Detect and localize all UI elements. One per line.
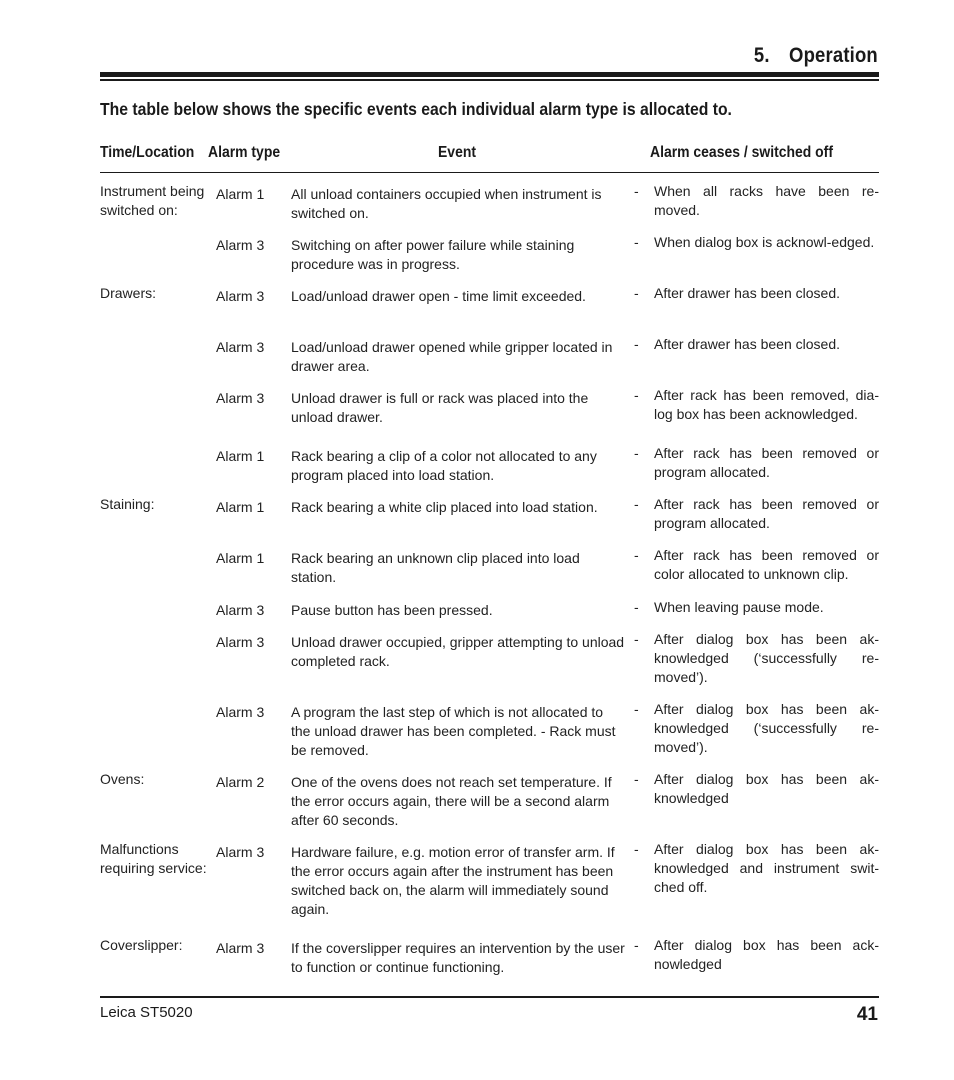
row-dash: - [634,234,639,250]
row-dash: - [634,336,639,352]
row-ceases: After dialog box has been ak-knowledged (‘successfully re-moved’). [654,701,879,755]
row-dash: - [634,496,639,512]
row-alarm-type: Alarm 1 [216,186,265,202]
row-alarm-type: Alarm 3 [216,634,265,650]
row-event: Unload drawer occupied, gripper attempting to unload completed rack. [291,634,625,669]
column-header-event: Event [438,144,476,161]
row-location: Ovens: [100,771,145,787]
column-header-ceases: Alarm ceases / switched off [650,144,833,161]
row-ceases: After dialog box has been ak-knowledged and instrument swit-ched off. [654,841,879,895]
row-event: Switching on after power failure while staining procedure was in progress. [291,237,575,272]
row-ceases: After rack has been removed or program allocated. [654,496,879,531]
row-event: All unload containers occupied when instrument is switched on. [291,186,602,221]
row-event: If the coverslipper requires an intervention by the user to function or continue functioning. [291,940,625,975]
row-alarm-type: Alarm 3 [216,602,265,618]
row-location: Drawers: [100,285,157,301]
row-event: One of the ovens does not reach set temperature. If the error occurs again, there will be a second alarm after 60 seconds. [291,774,612,828]
row-event: Rack bearing a white clip placed into load station. [291,499,598,515]
row-location: Coverslipper: [100,937,183,953]
row-alarm-type: Alarm 1 [216,550,265,566]
row-event: Unload drawer is full or rack was placed into the unload drawer. [291,390,589,425]
row-alarm-type: Alarm 3 [216,288,265,304]
section-number: 5. [754,44,770,67]
footer-product: Leica ST5020 [100,1004,193,1021]
row-dash: - [634,445,639,461]
row-alarm-type: Alarm 3 [216,844,265,860]
row-dash: - [634,387,639,403]
row-event: Rack bearing a clip of a color not allocated to any program placed into load station. [291,448,597,483]
section-title [754,44,878,68]
row-alarm-type: Alarm 3 [216,704,265,720]
page-number: 41 [856,1004,878,1025]
row-event: Rack bearing an unknown clip placed into load station. [291,550,580,585]
row-ceases: After dialog box has been ack-nowledged [654,937,879,972]
row-event: Hardware failure, e.g. motion error of transfer arm. If the error occurs again after the instrument has been switched back on, the alarm will immediately sound again. [291,844,615,917]
header-rule-thin [100,79,879,81]
row-ceases: After dialog box has been ak-knowledged [654,771,879,806]
row-dash: - [634,599,639,615]
row-dash: - [634,183,639,199]
row-alarm-type: Alarm 3 [216,940,265,956]
column-header-location: Time/Location [100,144,195,161]
footer-rule [100,996,879,998]
row-alarm-type: Alarm 1 [216,499,265,515]
row-alarm-type: Alarm 3 [216,237,265,253]
row-alarm-type: Alarm 2 [216,774,265,790]
row-dash: - [634,631,639,647]
row-ceases: After rack has been removed, dia-log box has been acknowledged. [654,387,879,422]
row-location: Staining: [100,496,155,512]
row-ceases: When dialog box is acknowl-edged. [654,234,875,250]
row-ceases: When all racks have been re-moved. [654,183,879,218]
row-alarm-type: Alarm 1 [216,448,265,464]
row-event: Load/unload drawer open - time limit exceeded. [291,288,586,304]
section-title-text: Operation [789,44,878,67]
row-ceases: After dialog box has been ak-knowledged (‘successfully re-moved’). [654,631,879,685]
row-dash: - [634,547,639,563]
column-header-alarm: Alarm type [208,144,281,161]
row-dash: - [634,285,639,301]
row-dash: - [634,701,639,717]
row-alarm-type: Alarm 3 [216,390,265,406]
row-dash: - [634,841,639,857]
row-event: A program the last step of which is not allocated to the unload drawer has been completed. - Rack must be removed. [291,704,616,758]
intro-text: The table below shows the specific events each individual alarm type is allocated to. [100,99,732,119]
row-location: Instrument being switched on: [100,183,205,218]
row-ceases: After drawer has been closed. [654,285,840,301]
row-dash: - [634,937,639,953]
row-ceases: When leaving pause mode. [654,599,824,615]
header-rule-thick [100,72,879,77]
row-ceases: After drawer has been closed. [654,336,840,352]
row-dash: - [634,771,639,787]
row-event: Load/unload drawer opened while gripper located in drawer area. [291,339,613,374]
row-location: Malfunctions requiring service: [100,841,207,876]
row-ceases: After rack has been removed or color allocated to unknown clip. [654,547,879,582]
header-divider [100,172,879,173]
row-event: Pause button has been pressed. [291,602,493,618]
row-alarm-type: Alarm 3 [216,339,265,355]
row-ceases: After rack has been removed or program allocated. [654,445,879,480]
